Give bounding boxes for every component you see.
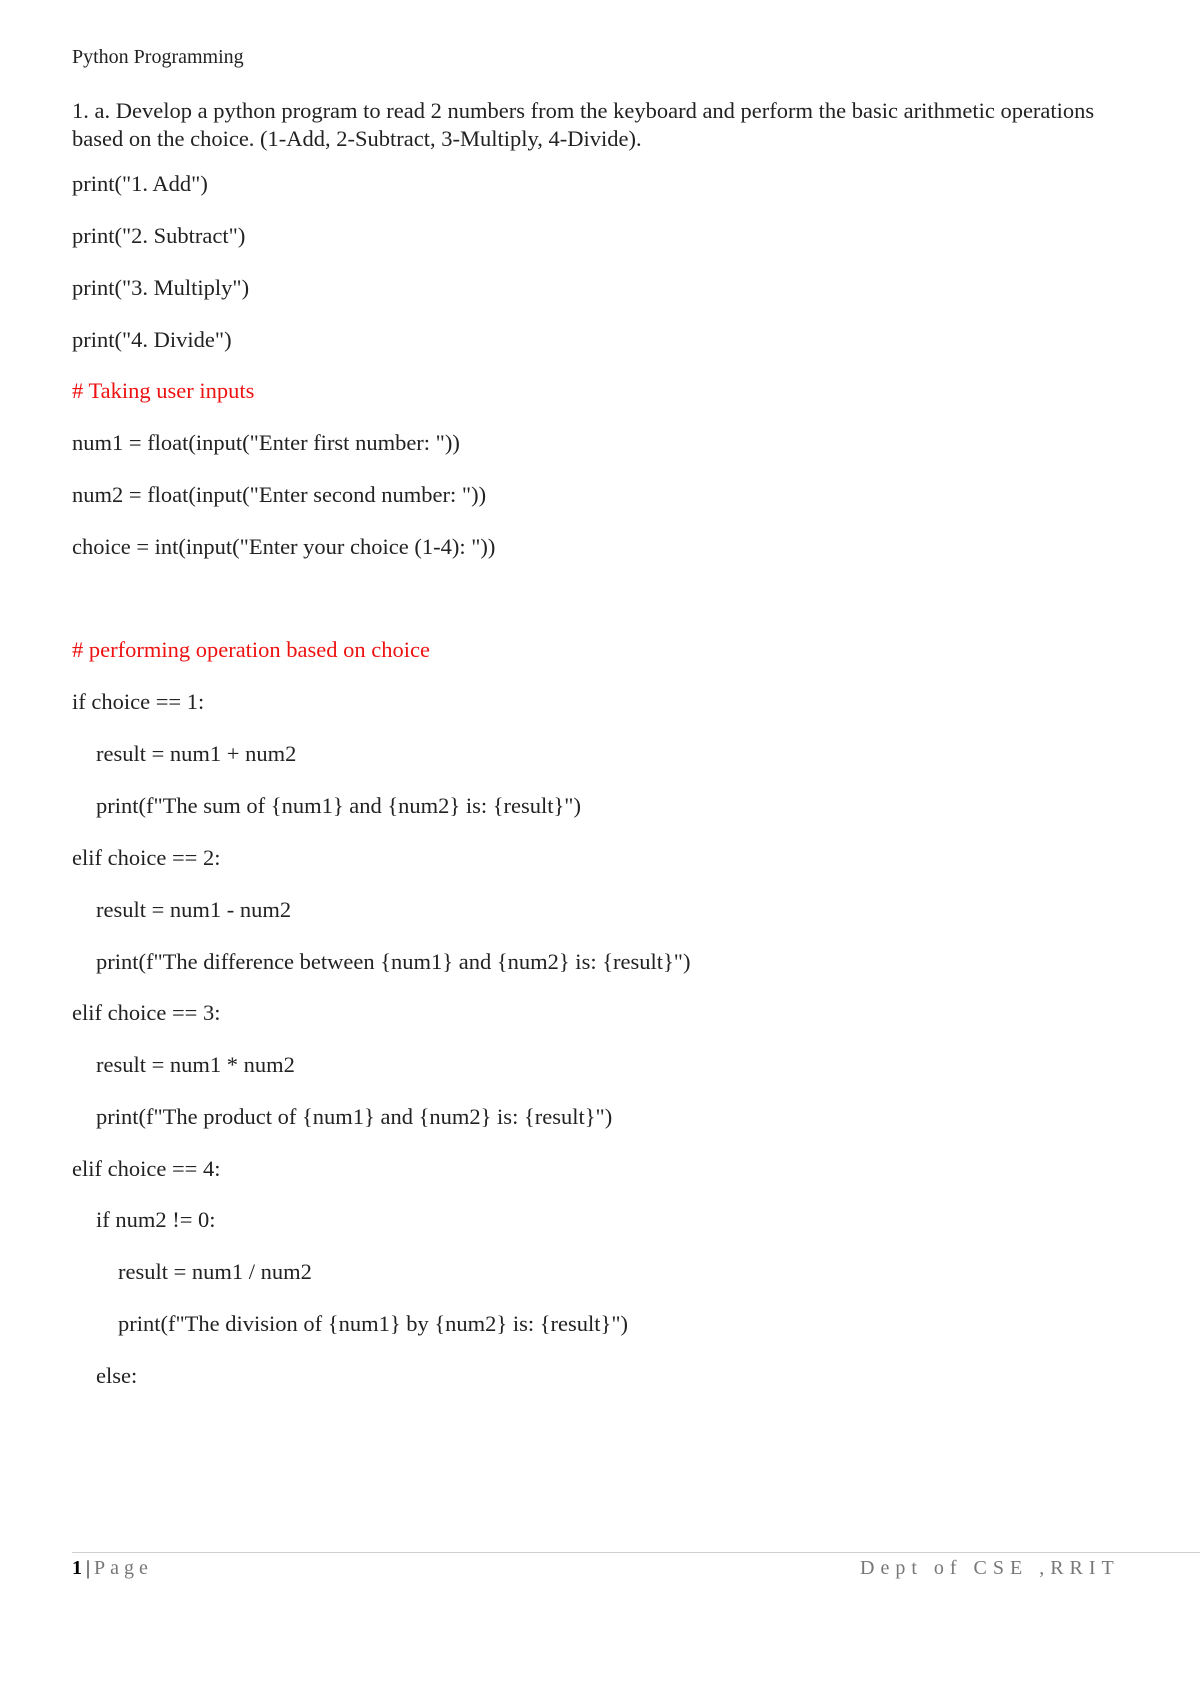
code-line: if num2 != 0: <box>96 1207 216 1232</box>
code-line: print("1. Add") <box>72 171 208 196</box>
question-line-2: based on the choice. (1-Add, 2-Subtract, 3-Multiply, 4-Divide). <box>72 126 642 151</box>
page-separator: | <box>86 1557 91 1579</box>
code-line: elif choice == 4: <box>72 1156 221 1181</box>
page-header-title: Python Programming <box>72 46 244 68</box>
code-line: choice = int(input("Enter your choice (1-4): ")) <box>72 534 496 559</box>
code-line: print(f"The division of {num1} by {num2} is: {result}") <box>118 1311 628 1336</box>
code-line: elif choice == 2: <box>72 845 221 870</box>
code-line: else: <box>96 1363 138 1388</box>
question-line-1: 1. a. Develop a python program to read 2 numbers from the keyboard and perform the basic arithmetic operations <box>72 98 1095 123</box>
code-line: result = num1 + num2 <box>96 741 297 766</box>
footer-department: Dept of CSE ,RRIT <box>860 1557 1120 1579</box>
footer-divider <box>72 1552 1200 1553</box>
code-line: print("2. Subtract") <box>72 223 246 248</box>
code-line: print("4. Divide") <box>72 327 232 352</box>
footer-page-indicator <box>72 1557 153 1580</box>
code-comment-line: # Taking user inputs <box>72 378 255 403</box>
code-line: print(f"The product of {num1} and {num2} is: {result}") <box>96 1104 613 1129</box>
question-text <box>72 97 1200 153</box>
code-line: result = num1 / num2 <box>118 1259 312 1284</box>
code-line: num1 = float(input("Enter first number: ")) <box>72 430 460 455</box>
code-line: if choice == 1: <box>72 689 205 714</box>
code-comment-line: # performing operation based on choice <box>72 637 431 662</box>
code-line: elif choice == 3: <box>72 1000 221 1025</box>
page-label: Page <box>94 1557 153 1579</box>
code-line: result = num1 - num2 <box>96 897 292 922</box>
page-number: 1 <box>72 1557 82 1579</box>
code-line: result = num1 * num2 <box>96 1052 295 1077</box>
code-line: print(f"The sum of {num1} and {num2} is: {result}") <box>96 793 581 818</box>
code-line: print("3. Multiply") <box>72 275 250 300</box>
code-line: num2 = float(input("Enter second number: ")) <box>72 482 487 507</box>
code-line: print(f"The difference between {num1} and {num2} is: {result}") <box>96 949 691 974</box>
